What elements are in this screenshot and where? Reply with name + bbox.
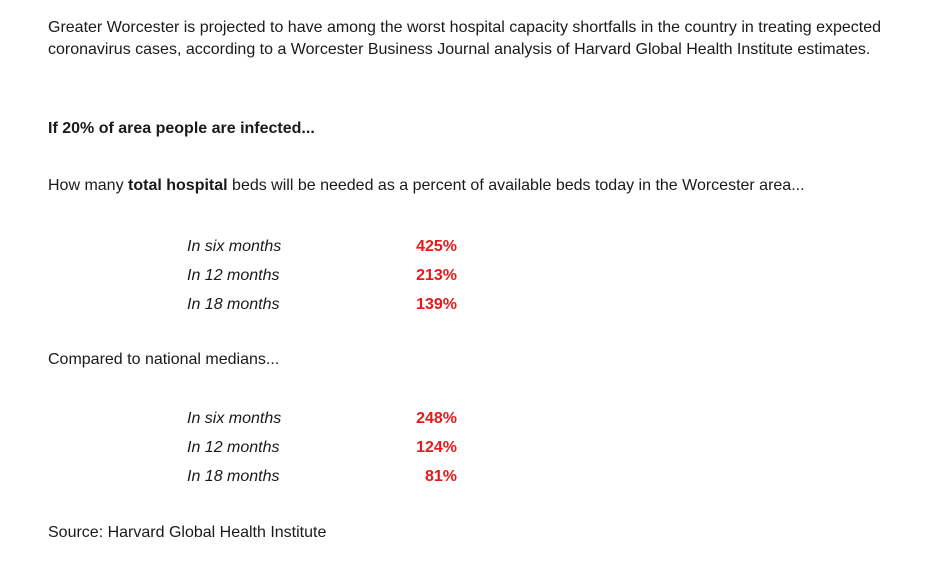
table-row xyxy=(187,408,467,437)
row-value: 139% xyxy=(416,296,457,313)
row-label: In six months xyxy=(187,410,282,427)
table-row xyxy=(187,265,467,294)
row-value: 81% xyxy=(424,468,457,485)
row-label: In 12 months xyxy=(187,439,280,456)
source-line: Source: Harvard Global Health Institute xyxy=(48,524,327,541)
national-medians-table xyxy=(187,408,467,495)
row-value: 425% xyxy=(416,238,457,255)
scenario-heading: If 20% of area people are infected... xyxy=(48,120,315,137)
worcester-beds-table xyxy=(187,236,467,323)
row-value: 213% xyxy=(416,267,457,284)
row-label: In 18 months xyxy=(187,468,280,485)
question-prefix: How many xyxy=(48,177,129,194)
row-value: 124% xyxy=(416,439,457,456)
compare-heading: Compared to national medians... xyxy=(48,351,280,368)
question-suffix: beds will be needed as a percent of available beds today in the Worcester area... xyxy=(227,177,805,194)
intro-paragraph: Greater Worcester is projected to have among the worst hospital capacity shortfalls in the country in treating expected coronavirus cases, according to a Worcester Business Journal analysis of Harvard Global Health Institute estimates. xyxy=(48,19,882,58)
table-row xyxy=(187,437,467,466)
row-value: 248% xyxy=(416,410,457,427)
question-text xyxy=(48,177,805,195)
table-row xyxy=(187,466,467,495)
row-label: In 12 months xyxy=(187,267,280,284)
row-label: In 18 months xyxy=(187,296,280,313)
table-row xyxy=(187,294,467,323)
question-emphasis: total hospital xyxy=(128,177,228,194)
row-label: In six months xyxy=(187,238,282,255)
table-row xyxy=(187,236,467,265)
